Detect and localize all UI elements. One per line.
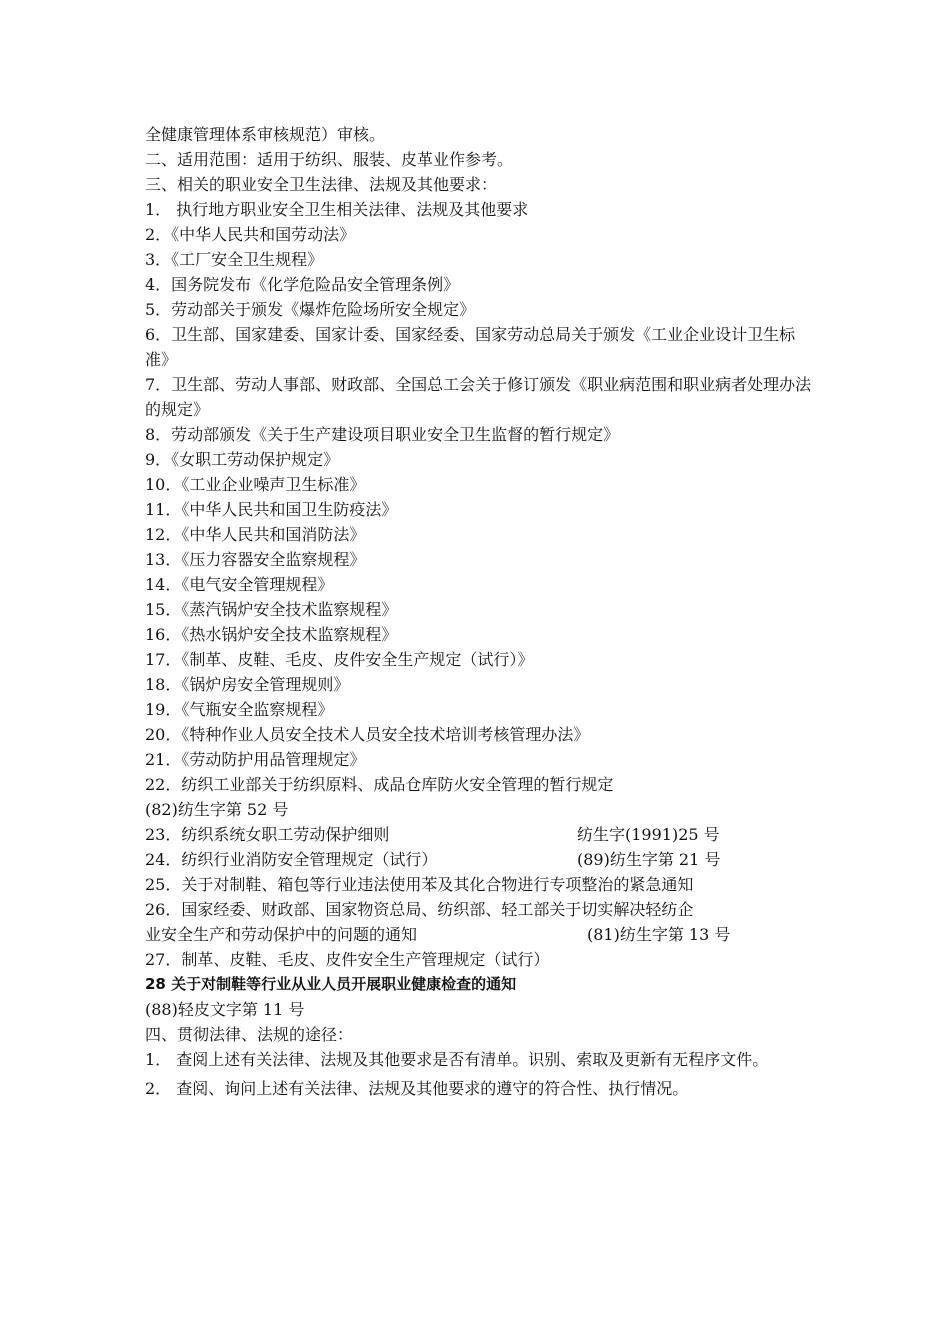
law-item-2: 2．《中华人民共和国劳动法》: [145, 225, 356, 244]
implementation-step-1: 1． 查阅上述有关法律、法规及其他要求是否有清单。识别、索取及更新有无程序文件。: [145, 1050, 769, 1069]
law-item-24: [145, 847, 815, 872]
law-item-23: [145, 822, 815, 847]
law-item-21: 21．《劳动防护用品管理规定》: [145, 750, 366, 769]
law-item-7: 7．卫生部、劳动人事部、财政部、全国总工会关于修订颁发《职业病范围和职业病者处理办法的规定》: [145, 375, 812, 419]
law-item-26-line1: 26．国家经委、财政部、国家物资总局、纺织部、轻工部关于切实解决轻纺企: [145, 900, 694, 919]
law-item-17: 17．《制革、皮鞋、毛皮、皮件安全生产规定（试行）》: [145, 650, 534, 669]
law-item-22: 22．纺织工业部关于纺织原料、成品仓库防火安全管理的暂行规定: [145, 775, 614, 794]
law-item-15: 15．《蒸汽锅炉安全技术监察规程》: [145, 600, 398, 619]
law-item-4: 4．国务院发布《化学危险品安全管理条例》: [145, 275, 460, 294]
law-item-24-text: 24．纺织行业消防安全管理规定（试行）: [145, 850, 438, 869]
law-item-23-ref: 纺生字(1991)25 号: [577, 825, 720, 844]
law-item-18: 18．《锅炉房安全管理规则》: [145, 675, 350, 694]
law-item-11: 11．《中华人民共和国卫生防疫法》: [145, 500, 398, 519]
law-item-27: 27．制革、皮鞋、毛皮、皮件安全生产管理规定（试行）: [145, 950, 550, 969]
law-item-8: 8．劳动部颁发《关于生产建设项目职业安全卫生监督的暂行规定》: [145, 425, 620, 444]
law-item-28-ref: (88)轻皮文字第 11 号: [145, 1000, 305, 1019]
law-item-10: 10．《工业企业噪声卫生标准》: [145, 475, 366, 494]
law-item-6: 6．卫生部、国家建委、国家计委、国家经委、国家劳动总局关于颁发《工业企业设计卫生标准》: [145, 325, 796, 369]
document-page: [145, 122, 815, 1101]
law-item-19: 19．《气瓶安全监察规程》: [145, 700, 334, 719]
law-item-16: 16．《热水锅炉安全技术监察规程》: [145, 625, 398, 644]
law-item-26-text: 业安全生产和劳动保护中的问题的通知: [145, 925, 418, 944]
law-item-24-ref: (89)纺生字第 21 号: [577, 850, 721, 869]
law-item-14: 14．《电气安全管理规程》: [145, 575, 334, 594]
section-scope: 二、适用范围：适用于纺织、服装、皮革业作参考。: [145, 150, 514, 169]
implementation-step-2: 2． 查阅、询问上述有关法律、法规及其他要求的遵守的符合性、执行情况。: [145, 1079, 689, 1098]
law-item-23-text: 23．纺织系统女职工劳动保护细则: [145, 825, 390, 844]
section-laws-heading: 三、相关的职业安全卫生法律、法规及其他要求：: [145, 175, 498, 194]
law-item-20: 20．《特种作业人员安全技术人员安全技术培训考核管理办法》: [145, 725, 590, 744]
section-implementation-heading: 四、贯彻法律、法规的途径：: [145, 1025, 354, 1044]
law-item-22-ref: (82)纺生字第 52 号: [145, 800, 289, 819]
law-item-25: 25．关于对制鞋、箱包等行业违法使用苯及其化合物进行专项整治的紧急通知: [145, 875, 694, 894]
law-item-13: 13．《压力容器安全监察规程》: [145, 550, 366, 569]
law-item-12: 12．《中华人民共和国消防法》: [145, 525, 366, 544]
law-item-1: 1． 执行地方职业安全卫生相关法律、法规及其他要求: [145, 200, 529, 219]
law-item-5: 5．劳动部关于颁发《爆炸危险场所安全规定》: [145, 300, 476, 319]
law-item-26-line2: [145, 922, 815, 947]
law-item-3: 3．《工厂安全卫生规程》: [145, 250, 324, 269]
text-line: 全健康管理体系审核规范）审核。: [145, 125, 386, 144]
law-item-9: 9．《女职工劳动保护规定》: [145, 450, 340, 469]
law-item-28: 28 关于对制鞋等行业从业人员开展职业健康检查的通知: [145, 975, 517, 993]
law-item-26-ref: (81)纺生字第 13 号: [587, 925, 731, 944]
